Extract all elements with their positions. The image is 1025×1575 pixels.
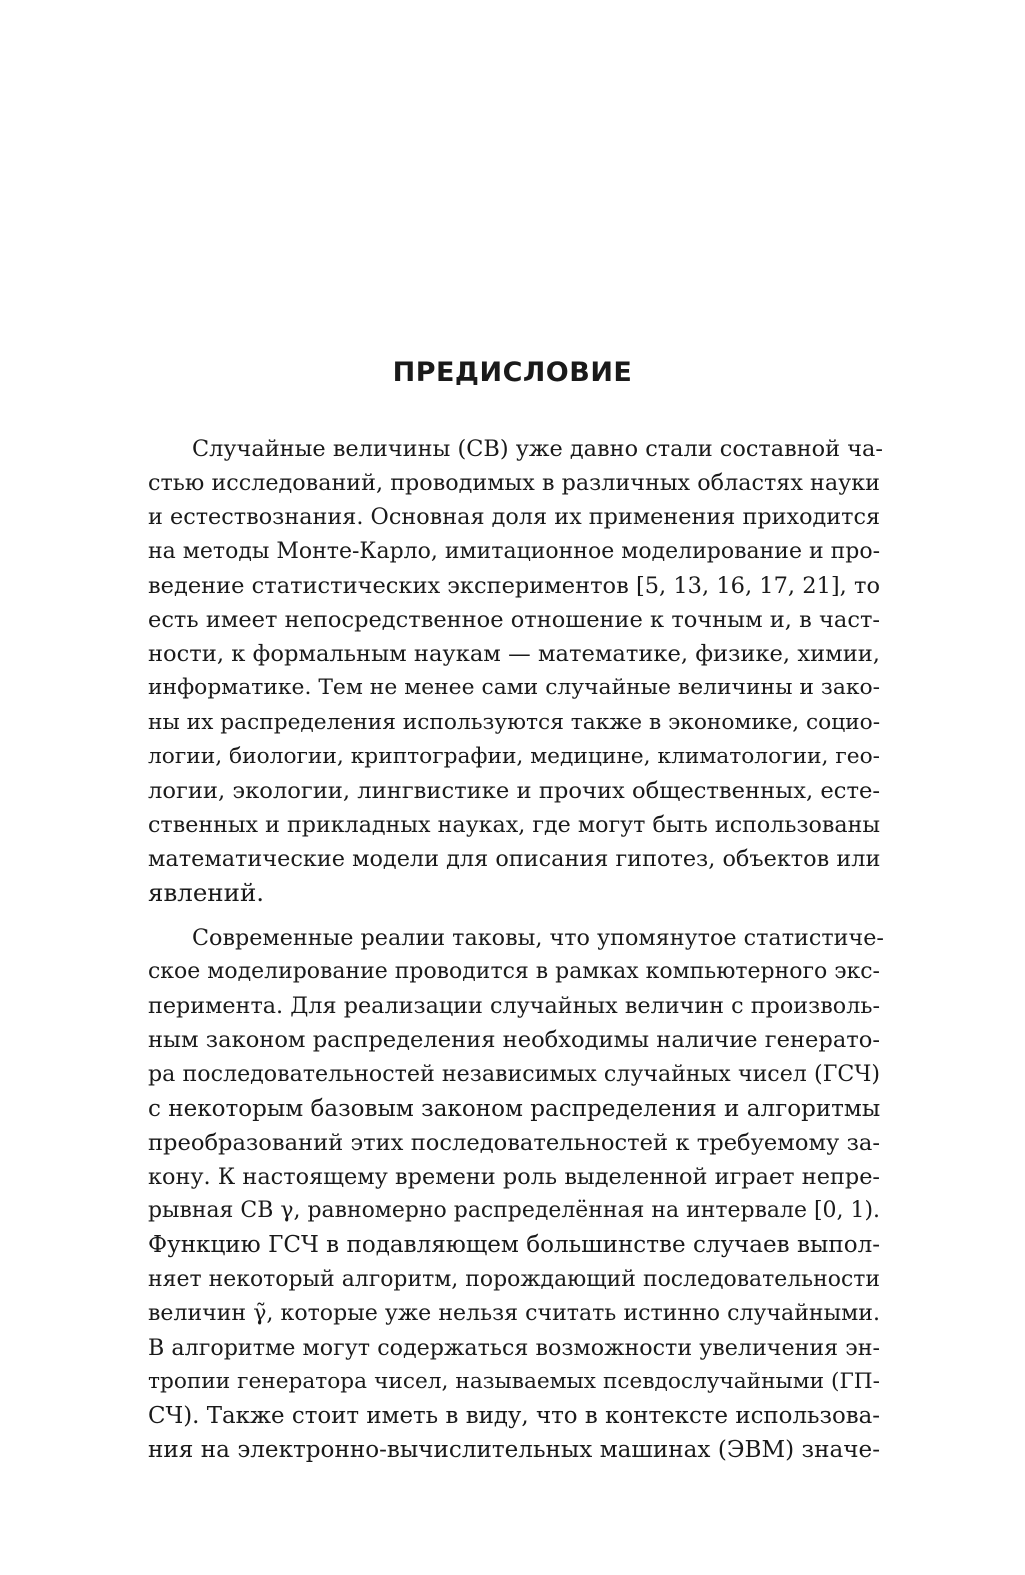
paragraph-spacer [148, 911, 880, 921]
text-line: на методы Монте-Карло, имитационное моделирование и про- [148, 538, 881, 564]
paragraph-2 [148, 921, 884, 1468]
text-line: ведение статистических экспериментов [5, 13, 16, 17, 21], то [148, 572, 880, 599]
text-line: В алгоритме могут содержаться возможности увеличения эн- [148, 1334, 880, 1361]
text-line: СЧ). Также стоит иметь в виду, что в контексте использова- [148, 1403, 880, 1430]
text-line: ра последовательностей независимых случайных чисел (ГСЧ) [148, 1061, 880, 1088]
text-line: явлений. [148, 878, 265, 908]
text-line: величин γ̃, которые уже нельзя считать истинно случайными. [148, 1300, 880, 1326]
text-line: Случайные величины (СВ) уже давно стали составной ча- [192, 436, 883, 462]
text-line: с некоторым базовым законом распределения и алгоритмы [148, 1095, 881, 1122]
text-line: ности, к формальным наукам — математике, физике, химии, [148, 641, 880, 668]
text-line: и естествознания. Основная доля их применения приходится [148, 504, 881, 531]
text-line: логии, биологии, криптографии, медицине, климатологии, гео- [148, 743, 880, 769]
text-line: логии, экологии, лингвистике и прочих общественных, есте- [148, 777, 880, 804]
page-title: ПРЕДИСЛОВИЕ [392, 357, 633, 388]
text-line: ным законом распределения необходимы наличие генерато- [148, 1027, 880, 1054]
text-line: стью исследований, проводимых в различных областях науки [148, 470, 880, 497]
text-line: Современные реалии таковы, что упомянутое статистиче- [192, 924, 884, 951]
text-line: ственных и прикладных науках, где могут быть использованы [148, 812, 881, 839]
body-text [148, 432, 884, 1468]
text-line: няет некоторый алгоритм, порождающий последовательности [148, 1266, 880, 1292]
text-line: ния на электронно-вычислительных машинах (ЭВМ) значе- [148, 1437, 880, 1464]
text-line: информатике. Тем не менее сами случайные величины и зако- [148, 675, 880, 701]
text-line: ны их распределения используются также в экономике, социо- [148, 709, 881, 735]
text-line: кону. К настоящему времени роль выделенной играет непре- [148, 1163, 880, 1190]
text-line: Функцию ГСЧ в подавляющем большинстве случаев выпол- [148, 1232, 880, 1259]
paragraph-1 [148, 432, 883, 911]
text-line: перимента. Для реализации случайных величин с произволь- [148, 993, 880, 1019]
text-line: ское моделирование проводится в рамках компьютерного экс- [148, 958, 880, 984]
text-line: математические модели для описания гипотез, объектов или [148, 846, 881, 873]
text-line: тропии генератора чисел, называемых псевдослучайными (ГП- [148, 1369, 880, 1395]
text-line: преобразований этих последовательностей к требуемому за- [148, 1129, 880, 1156]
text-line: есть имеет непосредственное отношение к точным и, в част- [148, 606, 880, 633]
text-line: рывная СВ γ, равномерно распределённая на интервале [0, 1). [148, 1198, 880, 1224]
